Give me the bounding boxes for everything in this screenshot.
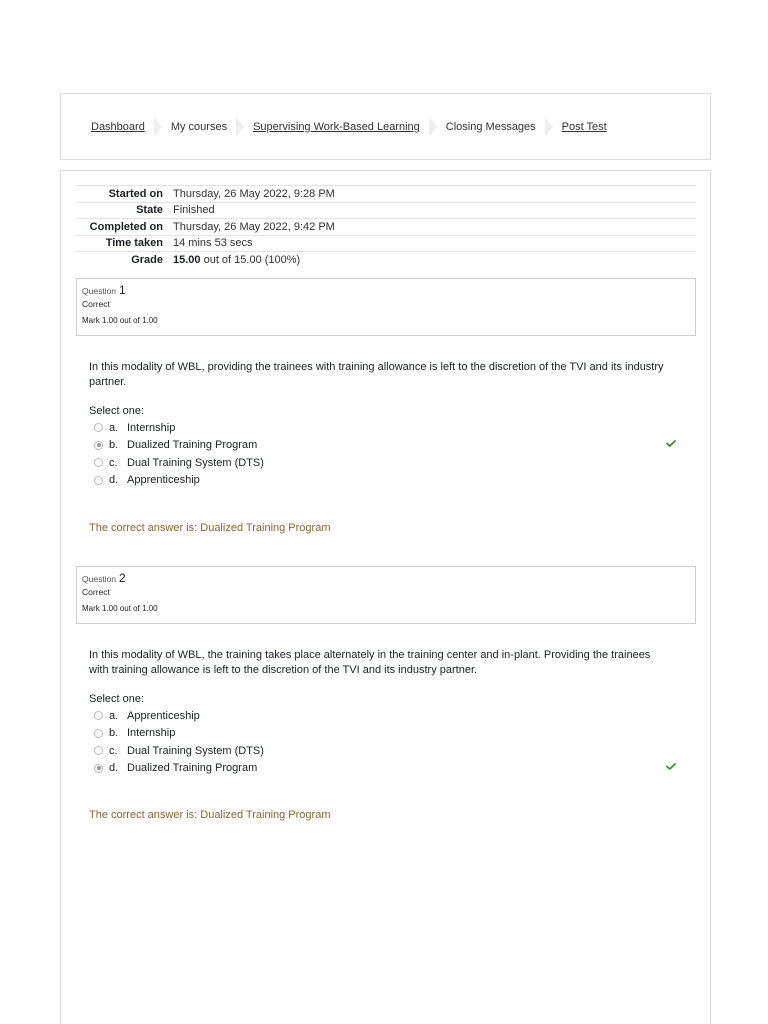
breadcrumb-card [60,93,711,160]
answer-option[interactable] [94,472,674,490]
summary-label: Completed on [89,220,163,233]
breadcrumb-dashboard[interactable]: Dashboard [91,121,145,133]
answer-text: Dual Training System (DTS) [127,456,264,469]
summary-value: Thursday, 26 May 2022, 9:28 PM [173,187,335,200]
answer-text: Dualized Training Program [127,762,258,775]
question-text: In this modality of WBL, providing the trainees with training allowance is left to the discretion of the TVI and its industry partner. [89,361,664,388]
summary-value: 14 mins 53 secs [173,237,253,250]
answer-option[interactable] [94,707,674,725]
answer-text: Apprenticeship [127,474,200,487]
question-info-1 [76,278,696,336]
radio-button-selected[interactable] [94,441,103,450]
answer-option[interactable] [94,419,674,437]
breadcrumb-my-courses: My courses [170,121,228,133]
radio-button[interactable] [94,423,103,432]
answer-option-selected[interactable] [94,437,674,455]
radio-button[interactable] [94,746,103,755]
correct-answer-feedback: The correct answer is: Dualized Training Program [89,809,331,821]
question-mark: Mark 1.00 out of 1.00 [82,604,158,613]
summary-row-grade [76,252,696,269]
answer-letter: b. [109,727,119,740]
attempt-summary-table [76,185,696,268]
question-info-2 [76,566,696,624]
summary-label: State [136,204,163,217]
question-mark: Mark 1.00 out of 1.00 [82,316,158,325]
chevron-separator-icon [236,117,244,137]
breadcrumb-course[interactable]: Supervising Work-Based Learning [253,121,420,133]
answer-letter: d. [109,474,119,487]
answer-option[interactable] [94,725,674,743]
radio-button-selected[interactable] [94,764,103,773]
answer-letter: a. [109,421,119,434]
chevron-separator-icon [545,117,553,137]
answer-text: Dualized Training Program [127,439,258,452]
summary-value: Thursday, 26 May 2022, 9:42 PM [173,220,335,233]
radio-button[interactable] [94,458,103,467]
answer-list-1 [94,419,674,489]
answer-letter: c. [109,456,118,469]
question-state: Correct [82,587,110,597]
question-label: Question [82,574,117,584]
answer-option-selected[interactable] [94,760,674,778]
select-one-prompt: Select one: [89,405,145,417]
summary-value [173,252,696,269]
question-number-value: 2 [119,571,126,585]
answer-option[interactable] [94,742,674,760]
breadcrumb [91,119,607,135]
radio-button[interactable] [94,476,103,485]
chevron-separator-icon [154,117,162,137]
select-one-prompt: Select one: [89,693,145,705]
quiz-review-card [60,170,711,1024]
summary-row-time [76,235,696,252]
checkmark-icon [666,440,676,447]
summary-value: Finished [173,204,215,217]
breadcrumb-post-test[interactable]: Post Test [561,121,607,133]
summary-label: Grade [131,254,163,266]
answer-letter: d. [109,762,119,775]
checkmark-icon [666,763,676,770]
breadcrumb-section: Closing Messages [445,121,536,133]
summary-label: Time taken [105,237,163,250]
chevron-separator-icon [429,117,437,137]
answer-text: Apprenticeship [127,709,200,722]
summary-row-started [76,186,696,203]
summary-label: Started on [108,187,163,200]
question-number [82,283,690,298]
question-state: Correct [82,299,110,309]
answer-letter: b. [109,439,119,452]
summary-row-state [76,202,696,219]
answer-text: Internship [127,421,176,434]
question-label: Question [82,286,117,296]
answer-letter: c. [109,744,118,757]
radio-button[interactable] [94,729,103,738]
question-text: In this modality of WBL, the training takes place alternately in the training center and in-plant. Providing the trainees with training allowance is left to the discretion of the TVI and its industry partner. [89,649,651,676]
correct-answer-feedback: The correct answer is: Dualized Training Program [89,522,331,534]
answer-option[interactable] [94,454,674,472]
answer-list-2 [94,707,674,777]
question-number [82,571,690,586]
radio-button[interactable] [94,711,103,720]
answer-text: Internship [127,727,176,740]
grade-total: out of 15.00 (100%) [200,254,301,266]
summary-row-completed [76,219,696,236]
grade-score: 15.00 [173,254,201,266]
question-number-value: 1 [119,283,126,297]
answer-letter: a. [109,709,119,722]
answer-text: Dual Training System (DTS) [127,744,264,757]
